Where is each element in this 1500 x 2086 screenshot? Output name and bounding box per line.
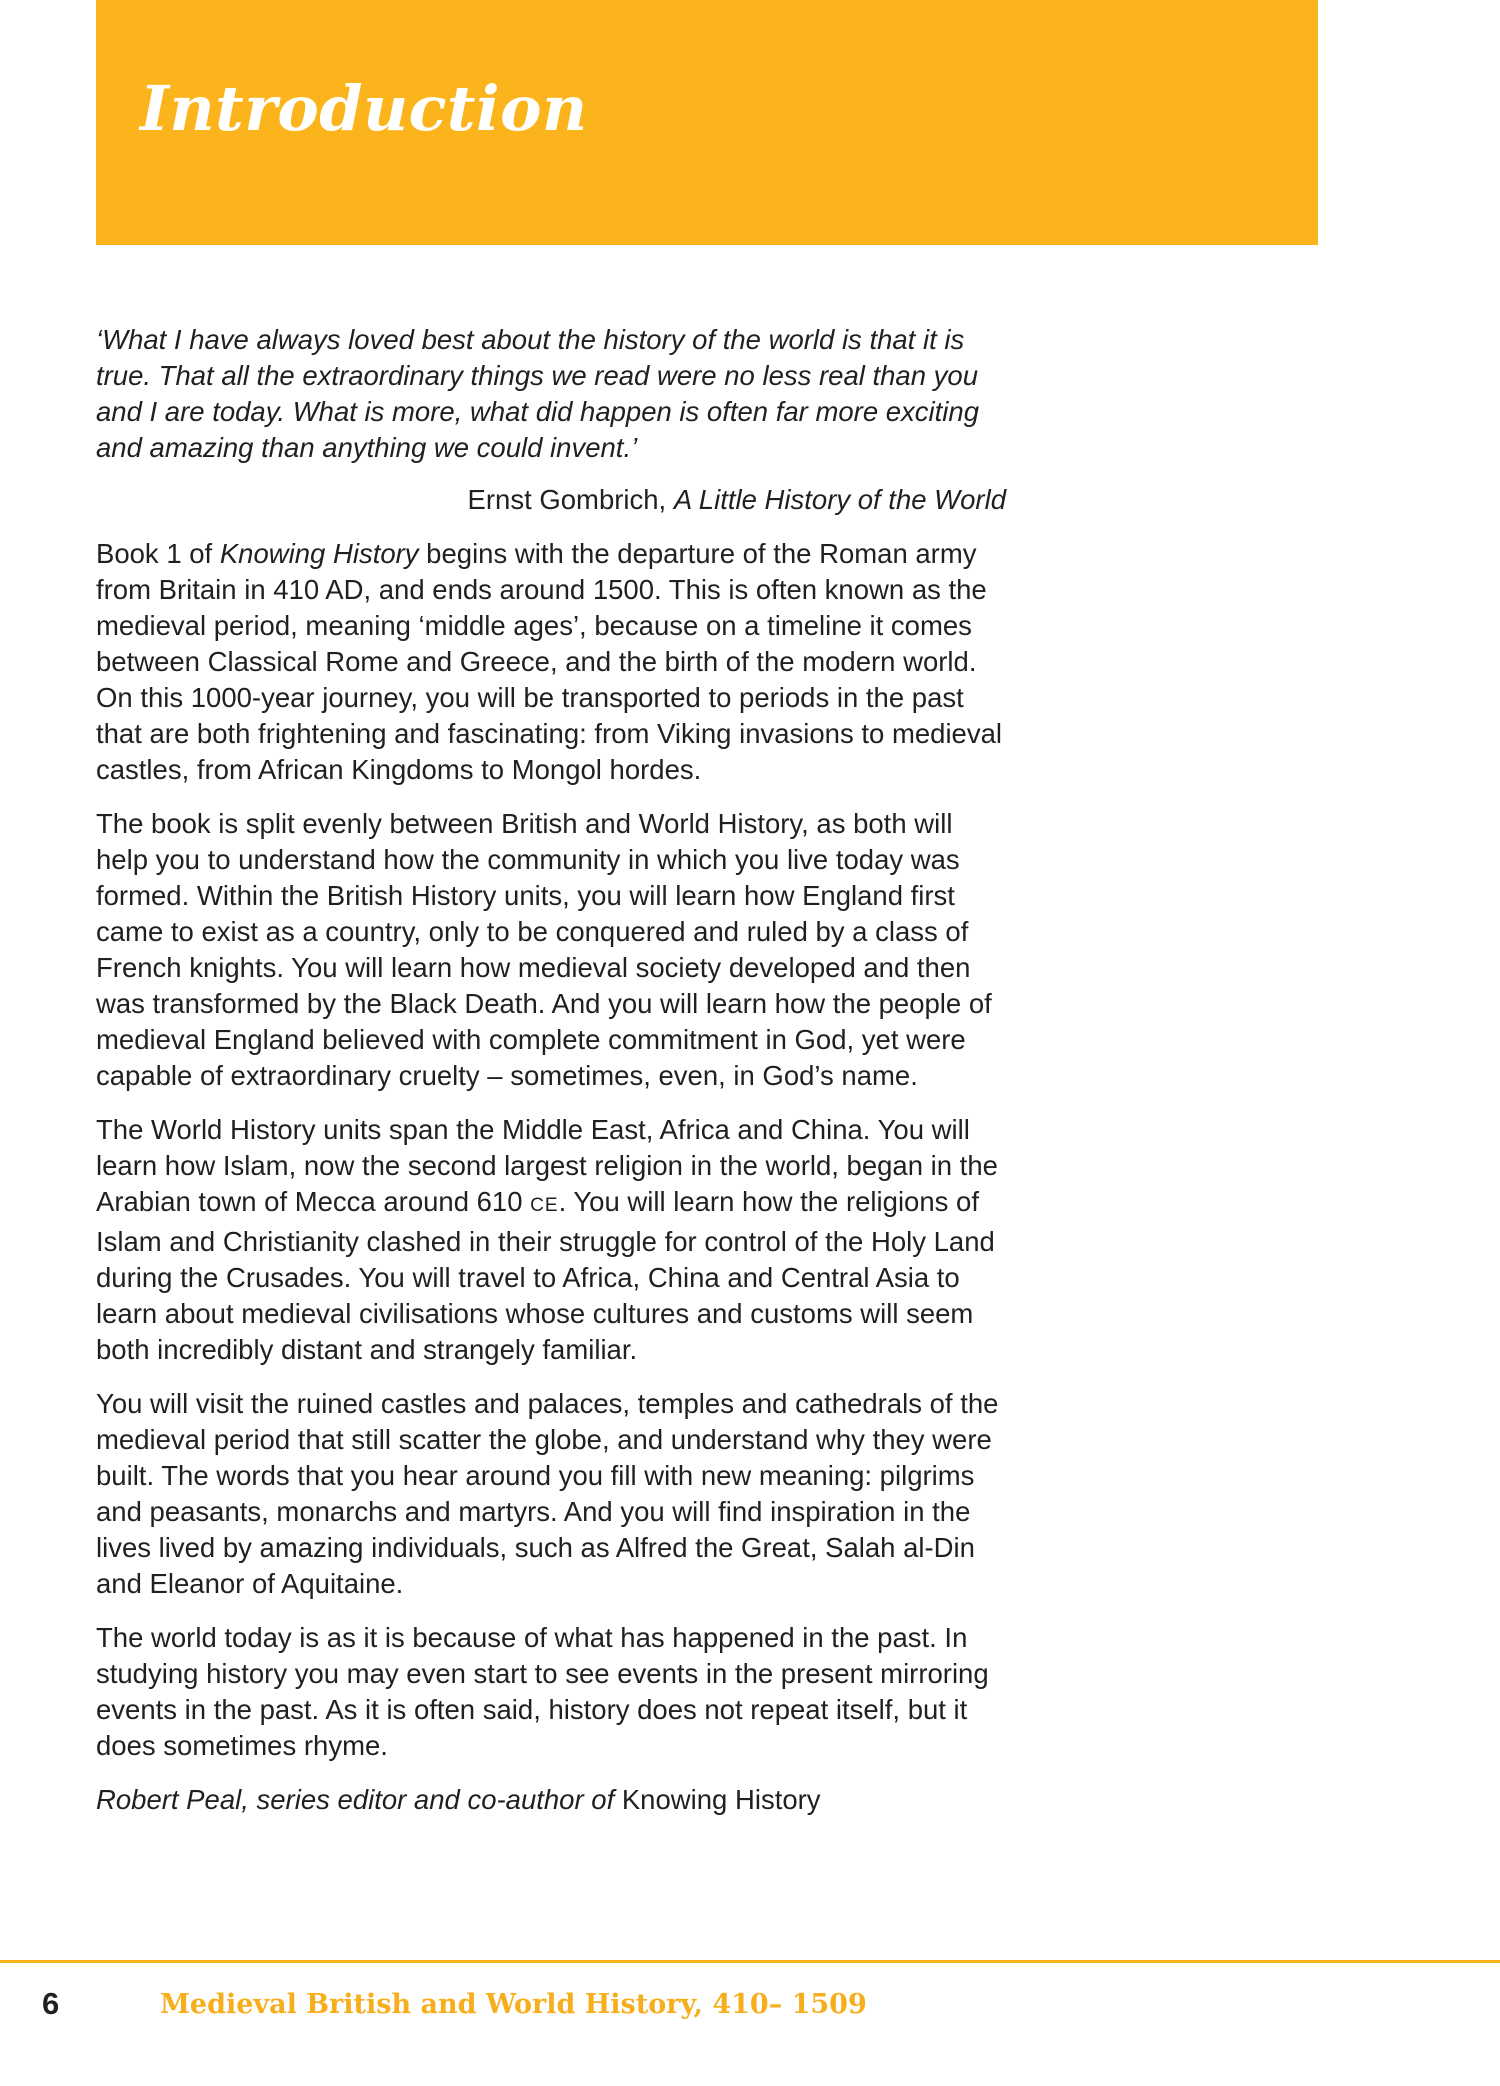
epigraph-book-title: A Little History of the World — [673, 484, 1006, 515]
paragraph-1-post: begins with the departure of the Roman army from Britain in 410 AD, and ends around 1500. This is often known as the medieval period, meaning ‘middle ages’, because on a timeline it comes between Classical Rome and Greece, and the birth of the modern world. On this 1000-year journey, you will be transported to periods in the past that are both frightening and fascinating: from Viking invasions to medieval castles, from African Kingdoms to Mongol hordes. — [96, 538, 1002, 785]
epigraph-author: Ernst Gombrich, — [467, 484, 674, 515]
paragraph-4: You will visit the ruined castles and palaces, temples and cathedrals of the medieval period that still scatter the globe, and understand why they were built. The words that you hear around you fill with new meaning: pilgrims and peasants, monarchs and martyrs. And you will find inspiration in the lives lived by amazing individuals, such as Alfred the Great, Salah al-Din and Eleanor of Aquitaine. — [96, 1388, 999, 1599]
signature — [96, 1782, 1006, 1818]
footer-rule — [0, 1960, 1500, 1963]
epigraph-quote: ‘What I have always loved best about the history of the world is that it is true. That all the extraordinary things we read were no less real than you and I are today. What is more, what did happen is often far more exciting and amazing than anything we could invent.’ — [96, 324, 980, 463]
paragraph-3-pre: The World History units span the Middle East, Africa and China. You will learn how Islam, now the second largest religion in the world, began in the Arabian town of Mecca around 610 — [96, 1114, 998, 1217]
epigraph-attribution — [96, 482, 1006, 518]
paragraph-5: The world today is as it is because of what has happened in the past. In studying history you may even start to see events in the present mirroring events in the past. As it is often said, history does not repeat itself, but it does sometimes rhyme. — [96, 1622, 989, 1761]
paragraph-1 — [96, 536, 1006, 788]
paragraph-2: The book is split evenly between British and World History, as both will help you to understand how the community in which you live today was formed. Within the British History units, you will learn how England first came to exist as a country, only to be conquered and ruled by a class of French knights. You will learn how medieval society developed and then was transformed by the Black Death. And you will learn how the people of medieval England believed with complete commitment in God, yet were capable of extraordinary cruelty – sometimes, even, in God’s name. — [96, 808, 992, 1091]
body-content — [96, 322, 1006, 1836]
running-footer-title: Medieval British and World History, 410– 1509 — [160, 1989, 867, 2020]
paragraph-1-pre: Book 1 of — [96, 538, 220, 569]
paragraph-3 — [96, 1112, 1006, 1368]
page-title: Introduction — [140, 72, 588, 145]
paragraph-3-post: . You will learn how the religions of Islam and Christianity clashed in their struggle for control of the Holy Land during the Crusades. You will travel to Africa, China and Central Asia to learn about medieval civilisations whose cultures and customs will seem both incredibly distant and strangely familiar. — [96, 1186, 995, 1365]
paragraph-1-book-title: Knowing History — [219, 538, 419, 569]
signature-author: Robert Peal, series editor and co-author of — [96, 1784, 622, 1815]
page-number: 6 — [42, 1986, 60, 2021]
paragraph-3-era: CE — [530, 1195, 559, 1216]
title-banner — [96, 0, 1318, 245]
signature-book-title: Knowing History — [621, 1784, 821, 1815]
